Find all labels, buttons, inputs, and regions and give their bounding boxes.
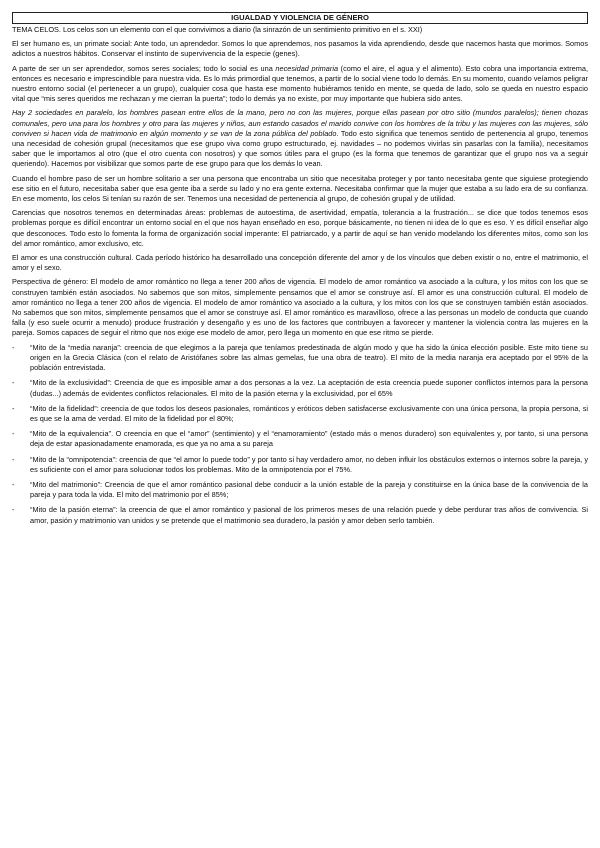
paragraph-deficiencies: Carencias que nosotros tenemos en determinadas áreas: problemas de autoestima, de asertividad, empatía, tolerancia a la frustración... se dice que todos tenemos esos problemas porque es difícil encontrar un entorno social en el que nos hayan enseñado en eso, porque básicamente, no tienen ni idea de lo que es eso. Y es difícil enseñar algo que desconoces. Todo esto lo fomenta la forma de organización social imperante: El patriarcado, y a partir de aquí se han venido modelando los diferentes mitos, como son los del amor romántico, amor exclusivo, etc. bbox=[12, 208, 588, 248]
paragraph-topic bbox=[12, 25, 588, 35]
myth-media-naranja bbox=[12, 343, 588, 374]
paragraph-solitary-man: Cuando el hombre paso de ser un hombre solitario a ser una persona que encontraba un sitio que necesitaba proteger y por tanto necesitaba gente que siguiese protegiendo ese sitio en el futuro, necesitaba saber que esa gente iba a serde su lado y no era gente externa. Necesitaba confirmar que la mujer que estaba a su lado era de su confianza. En ese momento, los celos Si tenían su razón de ser. Tenemos una necesidad de pertenencia al grupo, de cohesión grupal y de utilidad. bbox=[12, 173, 588, 204]
social-beings-b: (como el aire, el agua y el alimento). Esto cobra una importancia extrema, entonces es necesario e imprescindible para nuestra vida. Es lo más primordial que tenemos, a partir de lo social viene todo lo demás. En su momento, cuando veíamos peligrar nuestro entorno social (el pertenecer a un grupo), cualquier cosa que hasta ese momento hubiéramos tenido en mente, se queda de lado, solo se queda en nuestro espacio vital que “mis seres queridos me rechazan y me cierran la puerta”; todo lo demás ya no existe, por muy importante que hubiera sido antes. bbox=[12, 63, 588, 104]
myth-omnipotencia bbox=[12, 455, 588, 475]
paragraph-gender-perspective: Perspectiva de género: El modelo de amor romántico no llega a tener 200 años de vigencia. El modelo de amor romántico va asociado a la cultura, y los mitos con los que se construyen también están asociados. No sabemos que son mitos, simplemente pensamos que el amor se construye así. El amor es una construcción cultural. El modelo de amor romántico no llega a tener 200 años de vigencia. El modelo de amor romántico va asociado a la cultura, y los mitos con los que se construyen también están asociados. No sabemos que son mitos, simplemente pensamos que el amor se construye así. El amor romántico es maravilloso, ofrece a las personas un modelo de conducta que cuando falla (y eso suele ocurrir a menudo) produce frustración y desengaño y es uno de los factores que contribuyen a favorecer y mantener la violencia contra las mujeres en la pareja. Somos capaces de seguir el ritmo que nos exige ese modelo de amor, pero llega un momento en que ese ritmo se pierde. bbox=[12, 277, 588, 338]
parallel-societies-rest: . Todo esto significa que tenemos sentido de pertenencia al grupo, tenemos una necesidad de cohesión grupal (necesitamos que ese grupo viva como grupo estructurado, ej. navidades – no podemos vivirlas sin pasarlas con la familia), necesitamos saber que le importamos al otro (que el otro cuenta con nosotros) y que somos útiles para el grupo (es la forma que tenemos de garantizar que el grupo nos va a seguir queriendo). Hacemos por visibilizar que somos parte de ese grupo para que los demás lo vean. bbox=[12, 128, 588, 169]
myth-matrimonio bbox=[12, 480, 588, 500]
myth-text: “Mito de la pasión eterna”: la creencia de que el amor romántico y pasional de los primeros meses de una relación puede y debe perdurar tras años de convivencia. Si amor, pasión y matrimonio van unidos y se pretende que el matrimonio sea duradero, la pasión y amor deben serlo también. bbox=[30, 505, 588, 525]
myth-exclusividad bbox=[12, 378, 588, 398]
myth-text: “Mito del matrimonio”: Creencia de que el amor romántico pasional debe conducir a la unión estable de la pareja y constituirse en la única base de la convivencia de la pareja y para toda la vida. El mito del matrimonio por el 85%; bbox=[30, 479, 588, 500]
myth-text: “Mito de la exclusividad”: Creencia de que es imposible amar a dos personas a la vez. La aceptación de esta creencia puede suponer conflictos internos para la persona (dudas...) además de evidentes conflictos relacionales. El mito de la pasión eterna y la exclusividad, por el 65% bbox=[30, 378, 588, 398]
list-dash: - bbox=[12, 429, 15, 439]
myth-text: “Mito de la fidelidad”: creencia de que todos los deseos pasionales, románticos y eróticos deben satisfacerse exclusivamente con una única persona, la propia persona, si es que se la ama de verdad. El mito de la fidelidad por el 80%; bbox=[30, 403, 588, 423]
social-beings-a: A parte de ser un ser aprendedor, somos seres sociales; todo lo social es una bbox=[12, 63, 276, 73]
myths-list bbox=[12, 343, 588, 526]
paragraph-cultural-construction: El amor es una construcción cultural. Cada período histórico ha desarrollado una concepción diferente del amor y de los vínculos que deben existir o no, entre el matrimonio, el amor y el sexo. bbox=[12, 253, 588, 273]
paragraph-social-primate: El ser humano es, un primate social: Ante todo, un aprendedor. Somos lo que aprendemos, nos pasamos la vida aprendiendo, desde que nacemos hasta que morimos. Somos adictos a nuestros hábitos. Conservar el instinto de supervivencia de la especie (genes). bbox=[12, 39, 588, 59]
paragraph-social-beings bbox=[12, 64, 588, 105]
list-dash: - bbox=[12, 403, 15, 413]
parallel-societies-italic: Hay 2 sociedades en paralelo, los hombres pasean entre ellos de la mano, pero no con las mujeres, porque ellas pasean por otro sitio (mundos paralelos); tienen chozas comunales, pero una para los hombres y otro para las mujeres y niños, aun estando casados el marido convive con los hombres de la tribu y las mujeres con las mujeres, sólo conviven si hacen vida de matrimonio en algún momento y se van de la zona pública del poblado bbox=[12, 108, 588, 138]
primary-need-term: necesidad primaria bbox=[275, 63, 339, 73]
list-dash: - bbox=[12, 505, 15, 515]
topic-lead: TEMA CELOS. bbox=[12, 25, 61, 34]
list-dash: - bbox=[12, 479, 15, 489]
document-title: IGUALDAD Y VIOLENCIA DE GÉNERO bbox=[12, 12, 588, 24]
myth-text: “Mito de la “omnipotencia”: creencia de que “el amor lo puede todo” y por tanto si hay verdadero amor, no deben influir los obstáculos externos o internos sobre la pareja, y es suficiente con el amor para solucionar todos los problemas. Mito de la omnipotencia por el 75%. bbox=[30, 454, 588, 474]
myth-text: “Mito de la “media naranja”: creencia de que elegimos a la pareja que teníamos predestinada de algún modo y que ha sido la única elección posible. Este mito tiene su origen en la Grecia Clásica (con el relato de Aristófanes sobre las almas gemelas, fue una obra de teatro). El mito de la media naranja era aceptado por el 95% de la población entrevistada. bbox=[30, 342, 588, 373]
paragraph-parallel-societies bbox=[12, 108, 588, 169]
topic-rest: Los celos son un elemento con el que convivimos a diario (la sinrazón de un sentimiento primitivo en el s. XXI) bbox=[60, 25, 423, 34]
list-dash: - bbox=[12, 454, 15, 464]
myth-fidelidad bbox=[12, 404, 588, 424]
list-dash: - bbox=[12, 342, 15, 352]
list-dash: - bbox=[12, 378, 15, 388]
myth-text: “Mito de la equivalencia”. O creencia en que el “amor” (sentimiento) y el “enamoramiento” (estado más o menos duradero) son equivalentes y, por tanto, si una persona deja de estar apasionadamente enamorada, es que ya no ama a su pareja bbox=[30, 429, 588, 449]
myth-equivalencia bbox=[12, 429, 588, 449]
document-page bbox=[12, 12, 588, 531]
myth-pasion-eterna bbox=[12, 505, 588, 525]
